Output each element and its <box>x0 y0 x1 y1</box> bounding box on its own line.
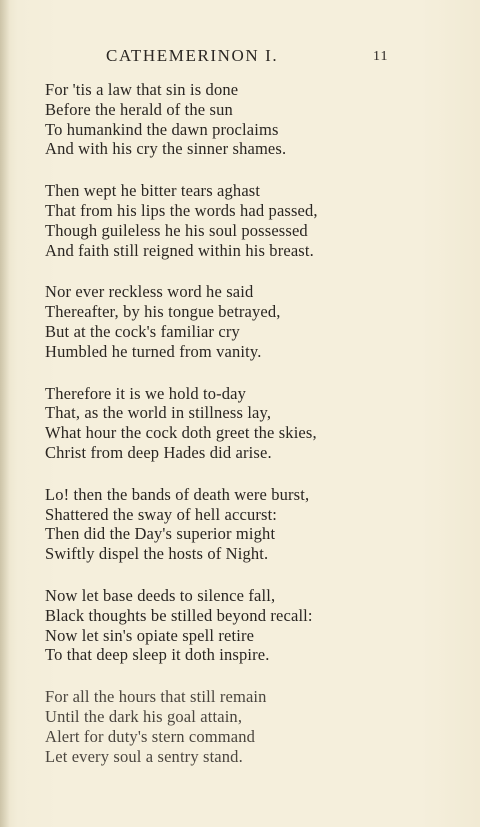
poem-line: Thereafter, by his tongue betrayed, <box>45 302 281 322</box>
poem-line: Humbled he turned from vanity. <box>45 341 262 361</box>
stanza-4 <box>45 384 465 463</box>
poem-line: Until the dark his goal attain, <box>45 706 243 726</box>
stanza-3 <box>45 282 465 361</box>
poem-line: Therefore it is we hold to-day <box>45 383 247 403</box>
poem-line: Though guileless he his soul possessed <box>45 220 308 240</box>
poem-line: And with his cry the sinner shames. <box>45 139 287 159</box>
poem-line: Black thoughts be stilled beyond recall: <box>45 605 313 625</box>
poem-line: Lo! then the bands of death were burst, <box>45 484 310 504</box>
running-head <box>0 46 480 68</box>
poem-line: Now let base deeds to silence fall, <box>45 585 276 605</box>
poem-line: But at the cock's familiar cry <box>45 321 240 341</box>
stanza-1 <box>45 80 465 159</box>
poem-line: For all the hours that still remain <box>45 687 267 707</box>
poem-line: Now let sin's opiate spell retire <box>45 625 255 645</box>
stanza-5 <box>45 485 465 564</box>
poem-line: Nor ever reckless word he said <box>45 282 254 302</box>
poem-line: And faith still reigned within his breast. <box>45 240 314 260</box>
poem-line: Then wept he bitter tears aghast <box>45 181 261 201</box>
poem-line: Before the herald of the sun <box>45 99 233 119</box>
poem-line: Let every soul a sentry stand. <box>45 746 243 766</box>
poem-line: Christ from deep Hades did arise. <box>45 442 272 462</box>
poem-line: For 'tis a law that sin is done <box>45 80 239 99</box>
poem-line: Then did the Day's superior might <box>45 524 276 544</box>
poem-line: That from his lips the words had passed, <box>45 200 318 220</box>
stanza-7 <box>45 687 465 766</box>
poem-line: Alert for duty's stern command <box>45 726 256 746</box>
stanza-6 <box>45 586 465 665</box>
running-head-title: CATHEMERINON I. <box>106 46 279 65</box>
poem-line: To humankind the dawn proclaims <box>45 119 279 139</box>
poem-line: That, as the world in stillness lay, <box>45 403 272 423</box>
poem-line: Shattered the sway of hell accurst: <box>45 504 278 524</box>
page-gutter-shadow <box>0 0 10 827</box>
poem-body <box>45 80 465 788</box>
poem-line: Swiftly dispel the hosts of Night. <box>45 544 269 564</box>
page-number: 11 <box>373 49 389 64</box>
poem-line: To that deep sleep it doth inspire. <box>45 645 270 665</box>
poem-line: What hour the cock doth greet the skies, <box>45 423 317 443</box>
stanza-2 <box>45 181 465 260</box>
